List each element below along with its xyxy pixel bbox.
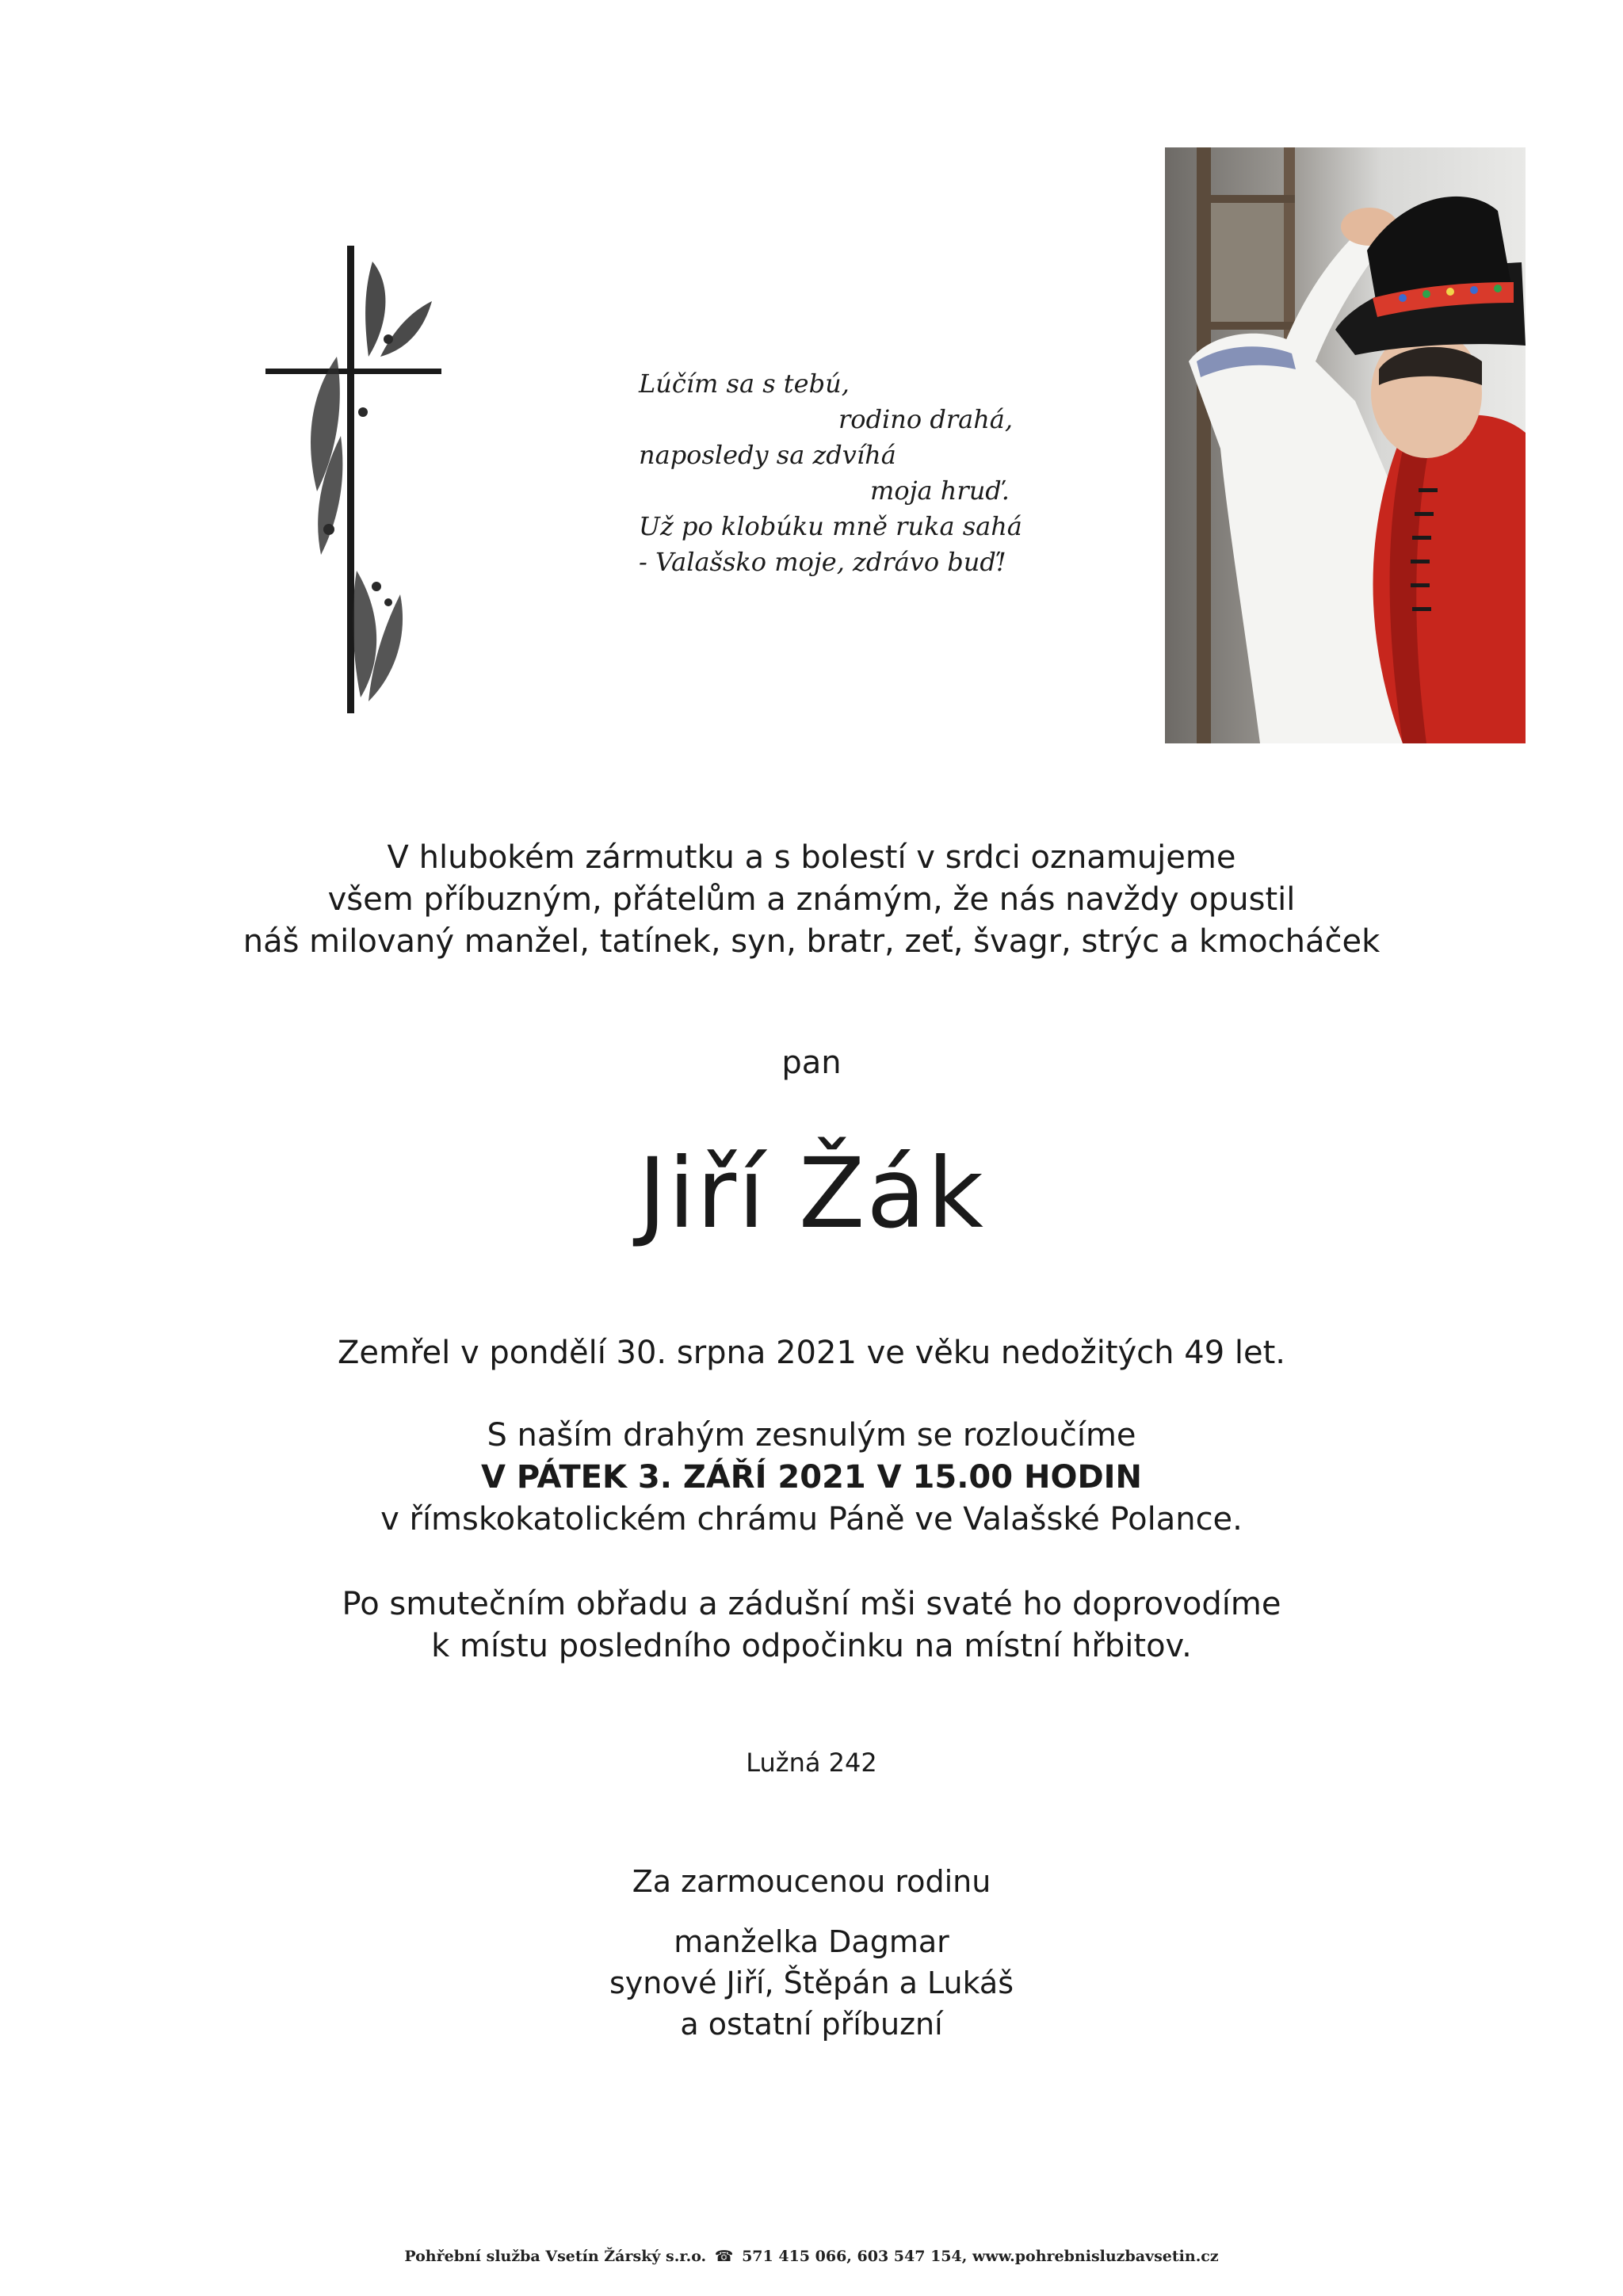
family-member: manželka Dagmar [674,1924,949,1959]
announcement [0,837,1623,963]
poem-line: Lúčím sa s tebú, [639,369,850,399]
farewell-line: S naším drahým zesnulým se rozloučíme [487,1417,1136,1454]
footer-website: www.pohrebnisluzbavsetin.cz [972,2248,1219,2265]
after-ceremony-line: Po smutečním obřadu a zádušní mši svaté ho doprovodíme [342,1586,1281,1622]
portrait-illustration [1165,147,1526,743]
farewell-info [0,1415,1623,1541]
poem-line: rodino drahá, [838,404,1014,434]
after-ceremony [0,1584,1623,1668]
footer [0,2246,1623,2267]
death-info: Zemřel v pondělí 30. srpna 2021 ve věku nedožitých 49 let. [338,1335,1285,1371]
footer-company: Pohřební služba Vsetín Žárský s.r.o. [404,2248,707,2265]
poem-line: Už po klobúku mně ruka sahá [639,511,1022,541]
footer-phones: 571 415 066, 603 547 154, [742,2248,968,2265]
phone-icon: ☎ [714,2248,734,2265]
family-member: synové Jiří, Štěpán a Lukáš [609,1966,1014,2000]
announcement-line: náš milovaný manžel, tatínek, syn, bratr, zeť, švagr, strýc a kmocháček [242,923,1381,960]
family-member: a ostatní příbuzní [680,2007,943,2042]
announcement-line: V hlubokém zármutku a s bolestí v srdci oznamujeme [387,839,1236,876]
family-intro: Za zarmoucenou rodinu [632,1864,991,1899]
deceased-name: Jiří Žák [638,1137,985,1250]
address: Lužná 242 [746,1748,877,1778]
poem-line: moja hruď. [870,476,1010,506]
poem [639,366,1022,580]
farewell-datetime: V PÁTEK 3. ZÁŘÍ 2021 V 15.00 HODIN [480,1459,1143,1496]
poem-line: naposledy sa zdvíhá [639,440,896,470]
farewell-place: v římskokatolickém chrámu Páně ve Valašské Polance. [380,1501,1243,1538]
poem-line: - Valašsko moje, zdrávo buď! [639,547,1006,577]
cross-with-leaves-icon [262,238,444,713]
family-members [0,1921,1623,2045]
after-ceremony-line: k místu posledního odpočinku na místní hřbitov. [431,1628,1192,1664]
portrait-photo [1165,147,1526,743]
title-word: pan [781,1045,842,1081]
announcement-line: všem příbuzným, přátelům a známým, že nás navždy opustil [327,881,1296,918]
